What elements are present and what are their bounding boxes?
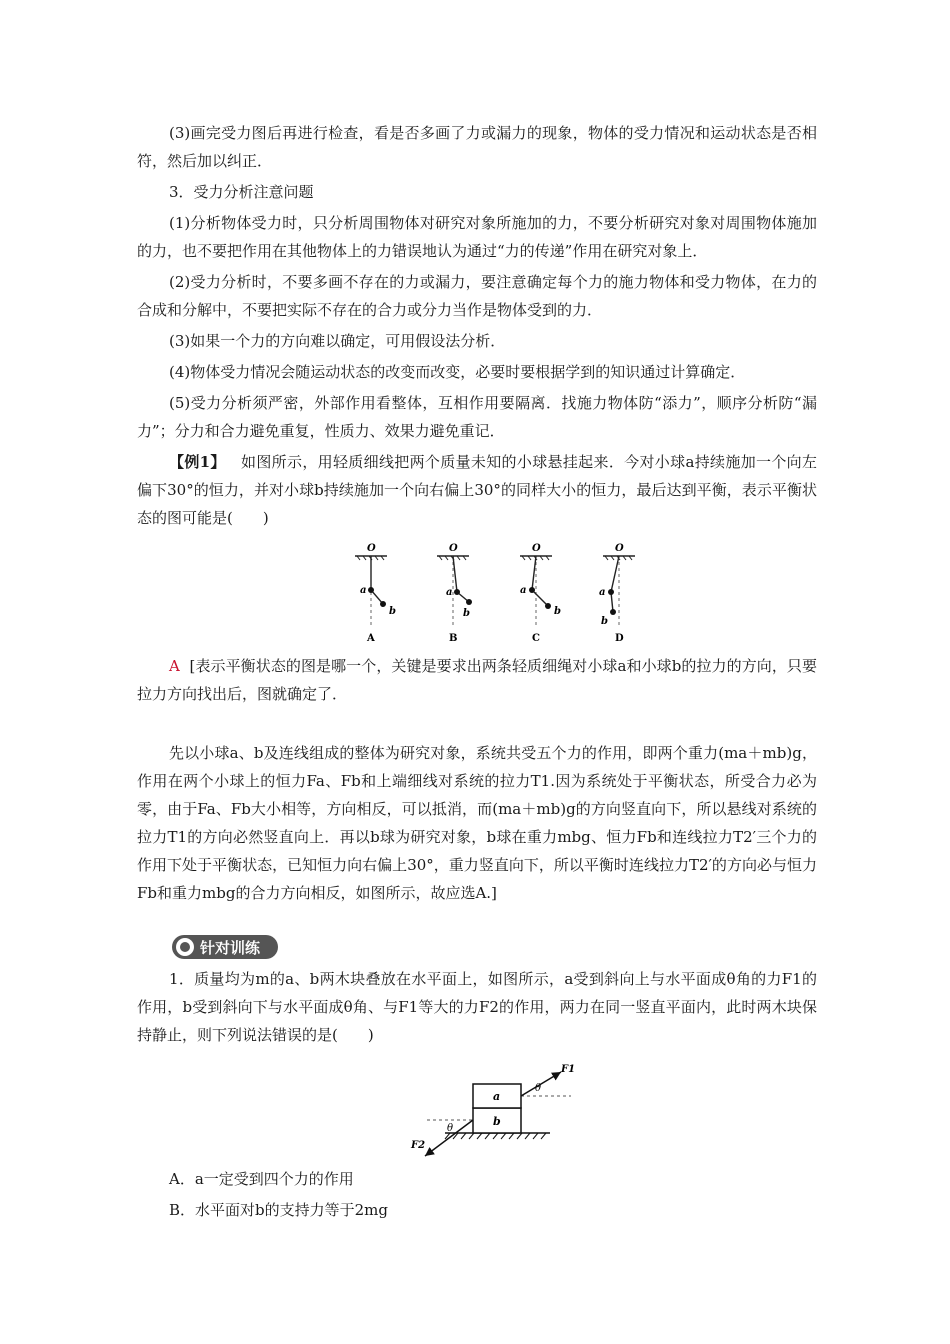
paragraph-note-3: (3)如果一个力的方向难以确定，可用假设法分析． (169, 332, 506, 350)
ball-b-label: b (601, 616, 608, 627)
ball-a-label: a (599, 587, 606, 598)
question-1-options (137, 1165, 817, 1227)
question-1-stem: 1．质量均为m的a、b两木块叠放在水平面上，如图所示，a受到斜向上与水平面成θ角的力F1的作用，b受到斜向下与水平面成θ角、与F1等大的力F2的作用，两力在同一竖直平面内，此时两木块保持静止，则下列说法错误的是( ) (137, 970, 817, 1044)
paragraph-note-5: (5)受力分析须严密，外部作用看整体，互相作用要隔离．找施力物体防“添力”，顺序分析防“漏力”；分力和合力避免重复，性质力、效果力避免重记． (137, 394, 817, 440)
paragraph-note-1: (1)分析物体受力时，只分析周围物体对研究对象所施加的力，不要分析研究对象对周围物体施加的力，也不要把作用在其他物体上的力错误地认为通过“力的传递”作用在研究对象上． (137, 214, 817, 260)
option-figure-d (599, 543, 635, 644)
answer-letter: A (169, 657, 180, 675)
option-figure-b (437, 543, 472, 644)
option-label: C (532, 633, 540, 644)
ball-b-label: b (389, 606, 396, 617)
pivot-label: O (532, 543, 541, 554)
paragraph-note-2: (2)受力分析时，不要多画不存在的力或漏力，要注意确定每个力的施力物体和受力物体，在力的合成和分解中，不要把实际不存在的合力或分力当作是物体受到的力． (137, 273, 817, 319)
answer-block (137, 652, 817, 910)
option-b: B．水平面对b的支持力等于2mg (169, 1201, 388, 1219)
section-badge-label: 针对训练 (200, 938, 261, 957)
target-icon (176, 938, 194, 956)
answer-line-1: [表示平衡状态的图是哪一个，关键是要求出两条轻质细绳对小球a和小球b的拉力的方向，只要拉力方向找出后，图就确定了． (137, 657, 817, 703)
block-b-label: b (493, 1115, 501, 1128)
ball-a-label: a (520, 585, 527, 596)
force-f1-label: F1 (561, 1064, 576, 1075)
paragraph-note-4: (4)物体受力情况会随运动状态的改变而改变，必要时要根据学到的知识通过计算确定． (169, 363, 746, 381)
option-a: A．a一定受到四个力的作用 (169, 1170, 354, 1188)
option-label: D (615, 633, 624, 644)
pivot-label: O (449, 543, 458, 554)
ball-b-label: b (554, 606, 561, 617)
answer-intro (137, 652, 817, 708)
text-block-top (137, 119, 817, 535)
section-badge (172, 935, 278, 960)
heading-section-3: 3．受力分析注意问题 (169, 183, 314, 201)
question-1-figure (405, 1062, 585, 1164)
option-figure-c (520, 543, 561, 644)
pivot-label: O (615, 543, 624, 554)
option-label: A (367, 633, 375, 644)
example-1 (137, 448, 817, 532)
option-label: B (449, 633, 458, 644)
theta-label-top: θ (535, 1083, 542, 1094)
option-figure-a (355, 543, 396, 644)
ball-a-label: a (446, 587, 453, 598)
block-a-label: a (493, 1090, 501, 1103)
example-figure (345, 540, 645, 648)
force-f2-label: F2 (411, 1140, 426, 1151)
theta-label-bottom: θ (447, 1123, 454, 1134)
answer-explanation: 先以小球a、b及连线组成的整体为研究对象，系统共受五个力的作用，即两个重力(ma＋mb)g，作用在两个小球上的恒力Fa、Fb和上端细线对系统的拉力T1.因为系统处于平衡状态，所受合力必为零，由于Fa、Fb大小相等，方向相反，可以抵消，而(ma＋mb)g的方向竖直向下，所以悬线对系统的拉力T1的方向必然竖直向上．再以b球为研究对象，b球在重力mbg、恒力Fb和连线拉力T2′三个力的作用下处于平衡状态，已知恒力向右偏上30°，重力竖直向下，所以平衡时连线拉力T2′的方向必与恒力Fb和重力mbg的合力方向相反，如图所示，故应选A.] (137, 744, 817, 902)
ball-b-label: b (463, 608, 470, 619)
question-1 (137, 965, 817, 1052)
ball-a-label: a (360, 585, 367, 596)
pivot-label: O (367, 543, 376, 554)
example-stem: 如图所示，用轻质细线把两个质量未知的小球悬挂起来．今对小球a持续施加一个向左偏下30°的恒力，并对小球b持续施加一个向右偏上30°的同样大小的恒力，最后达到平衡，表示平衡状态的图可能是( ) (137, 453, 818, 527)
example-tag: 【例1】 (169, 453, 226, 471)
paragraph-check: (3)画完受力图后再进行检查，看是否多画了力或漏力的现象，物体的受力情况和运动状态是否相符，然后加以纠正． (137, 124, 817, 170)
